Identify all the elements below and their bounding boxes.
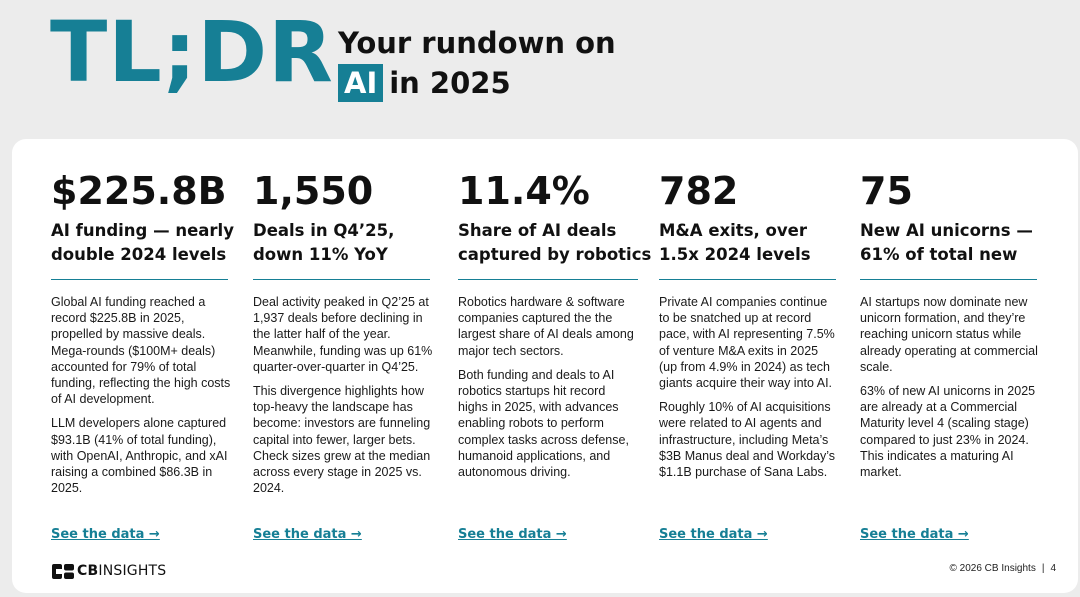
stat-value: 782 <box>659 169 739 213</box>
content-card <box>12 139 1078 593</box>
paragraph: LLM developers alone captured $93.1B (41% of total funding), with OpenAI, Anthropic, and xAI raising a combined $86.3B in 2025. <box>51 416 228 496</box>
divider <box>659 279 836 280</box>
stat-subtitle <box>659 219 839 267</box>
logo-text-bold: CB <box>77 563 99 579</box>
stat-subtitle-line1: Deals in Q4’25, <box>253 221 395 240</box>
page-number: 4 <box>1050 563 1056 574</box>
stat-column-robotics <box>458 169 652 480</box>
stat-column-deals <box>253 169 433 496</box>
rundown-title <box>338 24 616 102</box>
stat-description <box>860 294 1040 480</box>
paragraph: AI startups now dominate new unicorn formation, and they’re reaching unicorn status while already operating at commercial scale. <box>860 295 1038 374</box>
rundown-line2: in 2025 <box>389 66 511 100</box>
divider <box>860 279 1037 280</box>
stat-subtitle-line1: AI funding — nearly <box>51 221 234 240</box>
stat-description <box>51 294 231 496</box>
copyright: © 2026 CB Insights <box>949 563 1036 574</box>
stat-subtitle-line2: captured by robotics <box>458 245 652 264</box>
stat-value: 11.4% <box>458 169 590 213</box>
footer-separator: | <box>1041 563 1045 574</box>
stat-subtitle <box>860 219 1040 267</box>
paragraph: Global AI funding reached a record $225.8B in 2025, propelled by massive deals. Mega-rounds ($100M+ deals) accounted for 79% of total funding, reflecting the high costs of AI development. <box>51 295 231 407</box>
divider <box>458 279 638 280</box>
stat-description <box>659 294 839 480</box>
see-data-link-robotics[interactable]: See the data → <box>458 527 567 542</box>
see-data-link-ma-exits[interactable]: See the data → <box>659 527 768 542</box>
stat-subtitle <box>51 219 234 267</box>
ai-badge: AI <box>338 64 383 102</box>
paragraph: Roughly 10% of AI acquisitions were related to AI agents and infrastructure, including Meta’s $3B Manus deal and Workday’s $1.1B purchase of Sana Labs. <box>659 400 836 480</box>
paragraph: Private AI companies continue to be snatched up at record pace, with AI representing 7.5% of venture M&A exits in 2025 (up from 4.9% in 2024) as tech giants acquire their way into AI. <box>659 295 835 391</box>
see-data-link-unicorns[interactable]: See the data → <box>860 527 969 542</box>
stat-column-ma-exits <box>659 169 839 480</box>
stat-value: 75 <box>860 169 913 213</box>
divider <box>253 279 430 280</box>
footer <box>950 563 1056 574</box>
rundown-line1: Your rundown on <box>338 26 616 60</box>
stat-column-unicorns <box>860 169 1040 480</box>
cb-insights-logo <box>52 563 166 579</box>
stat-description <box>253 294 433 496</box>
stat-value: $225.8B <box>51 169 227 213</box>
cb-logo-icon <box>52 564 74 579</box>
stat-subtitle <box>458 219 652 267</box>
paragraph: Deal activity peaked in Q2’25 at 1,937 deals before declining in the latter half of the year. Meanwhile, funding was up 61% quarter-over-quarter in Q4’25. <box>253 295 433 374</box>
stat-subtitle-line2: down 11% YoY <box>253 245 388 264</box>
paragraph: This divergence highlights how top-heavy the landscape has become: investors are funneling capital into fewer, larger bets. Check sizes grew at the median across every stage in 2025 vs. 2024. <box>253 384 431 496</box>
stat-subtitle-line2: double 2024 levels <box>51 245 227 264</box>
stat-subtitle-line2: 61% of total new <box>860 245 1018 264</box>
logo-text-rest: INSIGHTS <box>98 563 167 579</box>
stat-subtitle-line1: Share of AI deals <box>458 221 617 240</box>
stat-column-funding <box>51 169 234 496</box>
stat-subtitle-line1: M&A exits, over <box>659 221 807 240</box>
stat-description <box>458 294 638 480</box>
stat-subtitle-line1: New AI unicorns — <box>860 221 1033 240</box>
stat-value: 1,550 <box>253 169 374 213</box>
paragraph: Robotics hardware & software companies captured the the largest share of AI deals among major tech sectors. <box>458 295 634 358</box>
stat-subtitle <box>253 219 433 267</box>
stat-subtitle-line2: 1.5x 2024 levels <box>659 245 811 264</box>
tldr-title: TL;DR <box>50 3 334 101</box>
logo-text <box>77 563 166 579</box>
see-data-link-deals[interactable]: See the data → <box>253 527 362 542</box>
paragraph: 63% of new AI unicorns in 2025 are already at a Commercial Maturity level 4 (scaling stage) compared to just 23% in 2024. This indicates a maturing AI market. <box>860 384 1036 480</box>
see-data-link-funding[interactable]: See the data → <box>51 527 160 542</box>
divider <box>51 279 228 280</box>
paragraph: Both funding and deals to AI robotics startups hit record highs in 2025, with advances enabling robots to perform complex tasks across defense, humanoid applications, and autonomous driving. <box>458 367 629 480</box>
header <box>0 0 1080 140</box>
